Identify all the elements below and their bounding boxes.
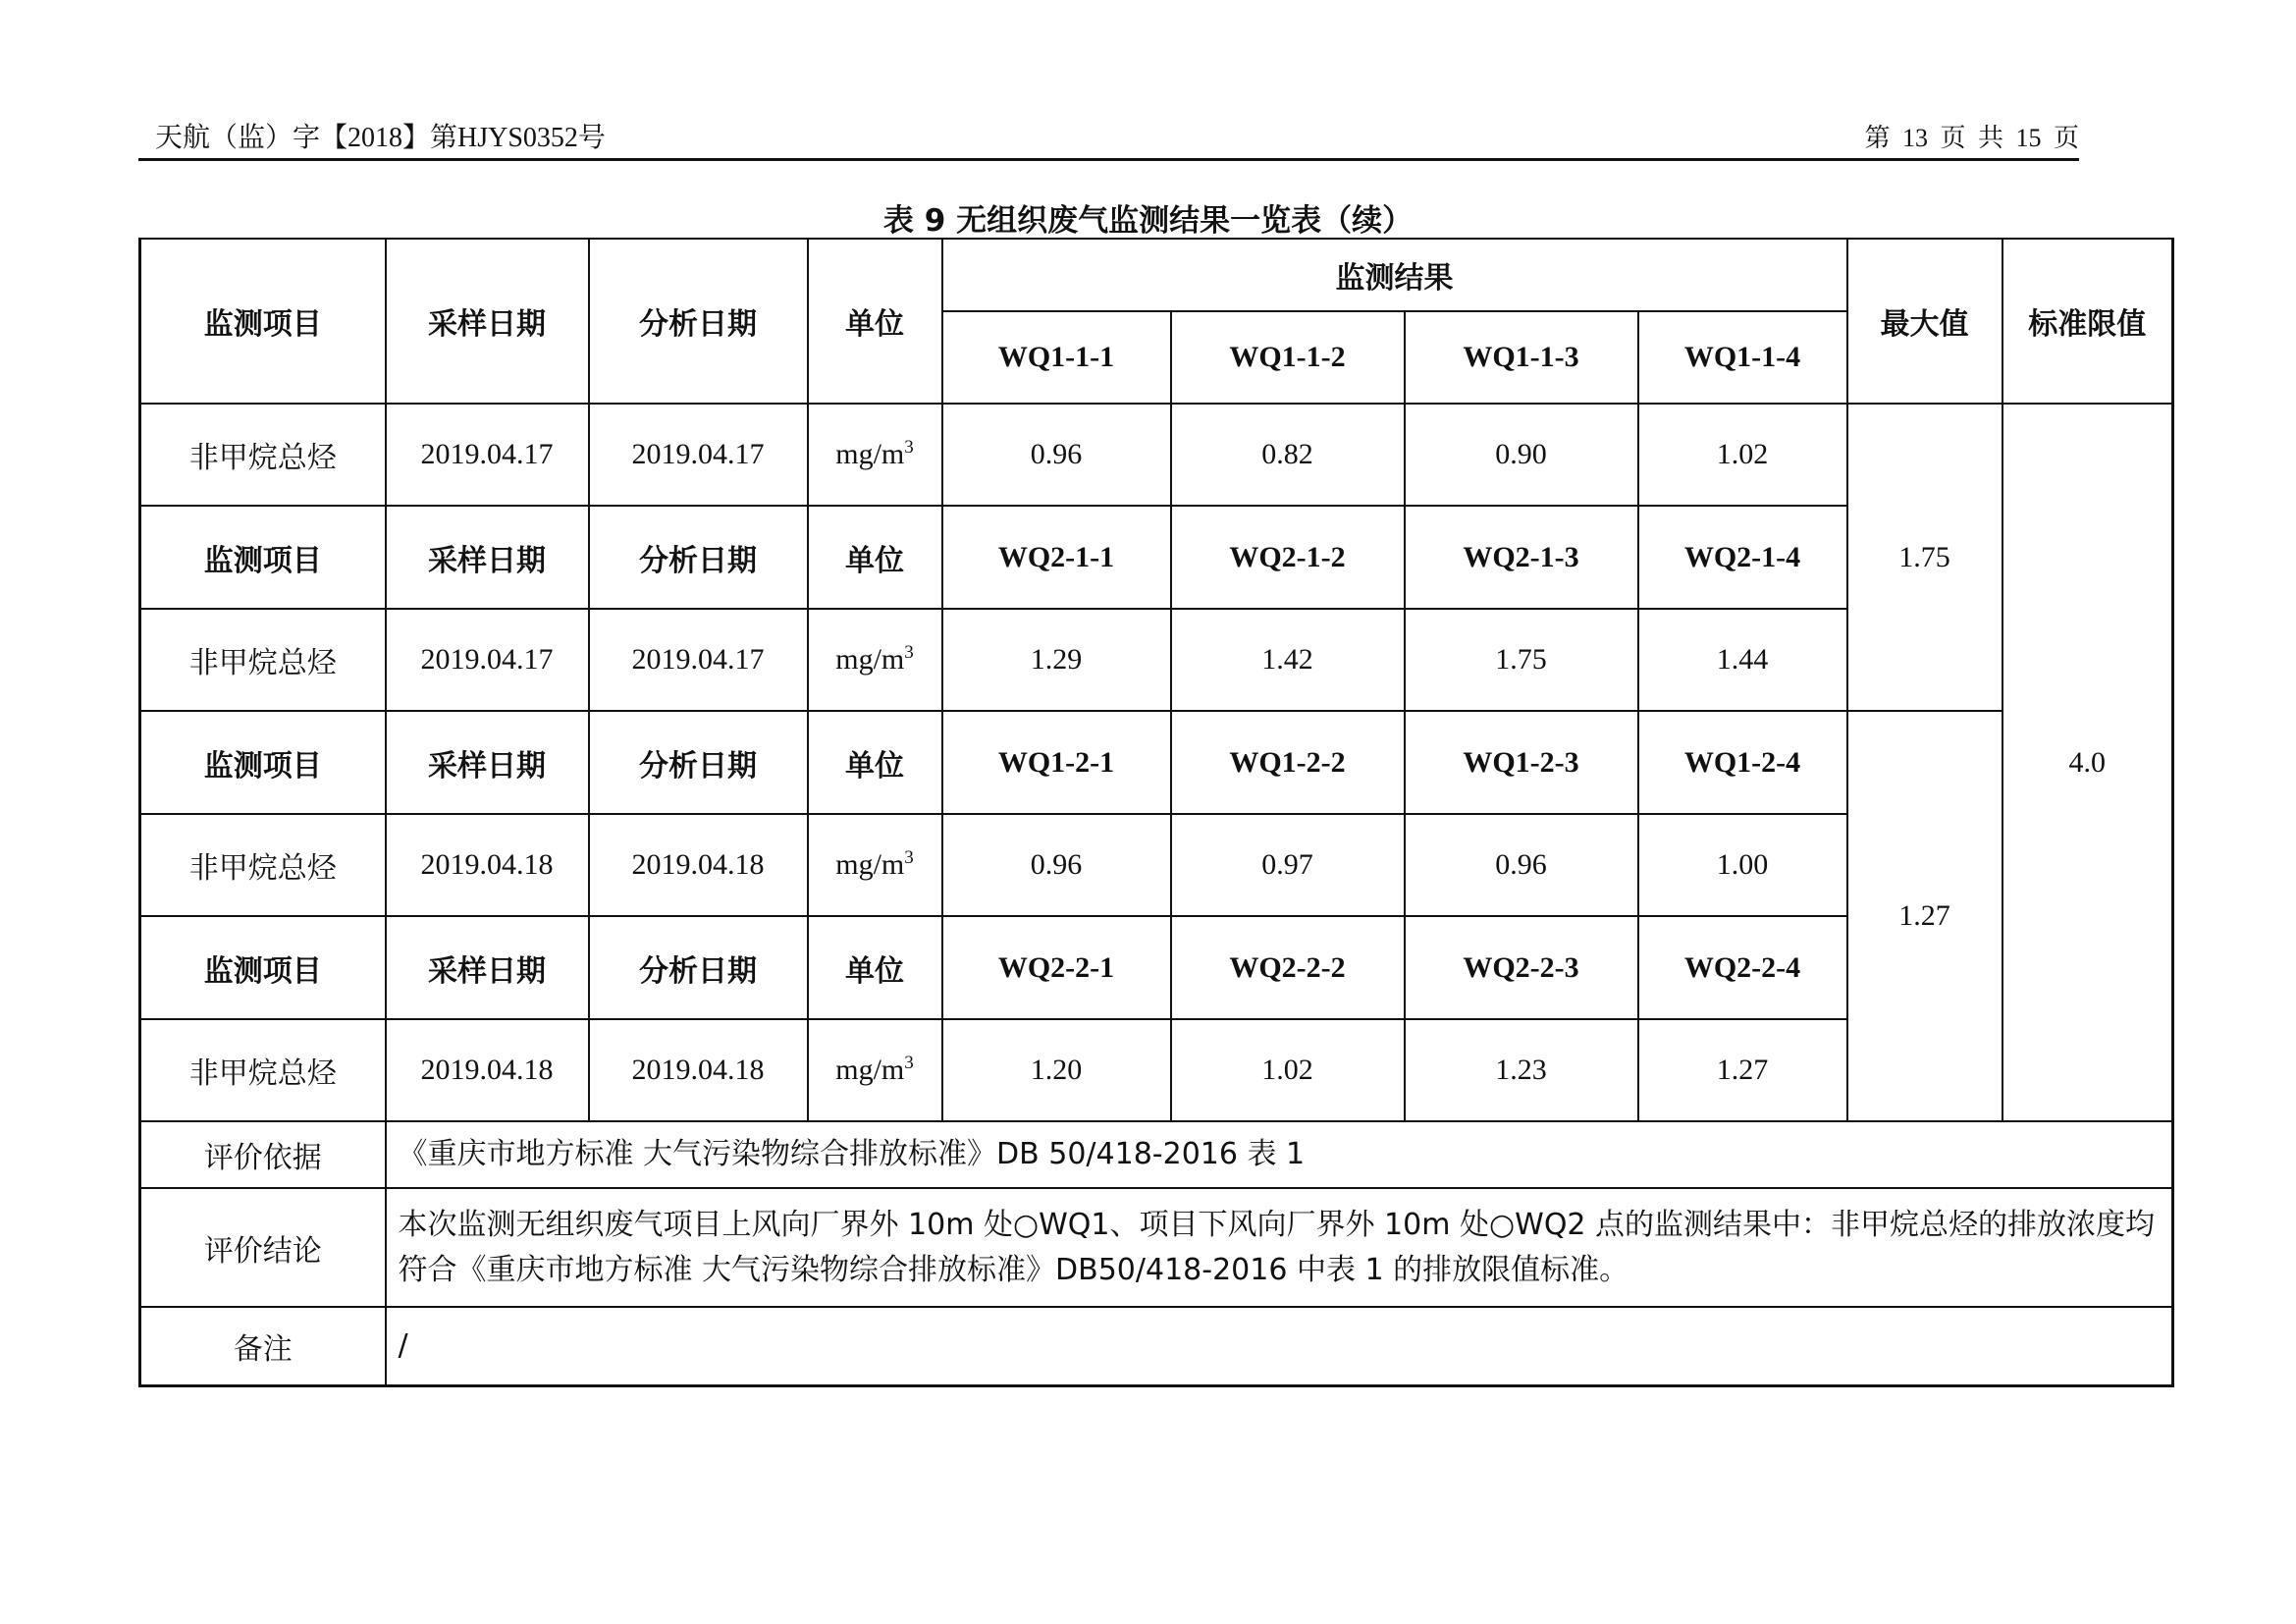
- sample-date: 2019.04.18: [386, 814, 589, 916]
- point-code: WQ2-1-2: [1171, 506, 1405, 609]
- header-unit: 单位: [808, 239, 942, 404]
- evaluation-conclusion-text: 本次监测无组织废气项目上风向厂界外 10m 处○WQ1、项目下风向厂界外 10m 处○WQ2 点的监测结果中：非甲烷总烃的排放浓度均符合《重庆市地方标准 大气污染物综合排放标准》DB50/418-2016 中表 1 的排放限值标准。: [386, 1188, 2173, 1307]
- point-code: WQ2-1-4: [1638, 506, 1847, 609]
- point-code: WQ1-1-4: [1638, 311, 1847, 404]
- result-value: 0.96: [1405, 814, 1638, 916]
- evaluation-basis-label: 评价依据: [140, 1121, 386, 1188]
- remark-text: /: [386, 1307, 2173, 1385]
- point-code: WQ1-2-3: [1405, 711, 1638, 814]
- point-code: WQ2-1-3: [1405, 506, 1638, 609]
- result-value: 1.27: [1638, 1019, 1847, 1121]
- standard-limit: 4.0: [2002, 404, 2173, 1121]
- point-code: WQ2-2-3: [1405, 916, 1638, 1019]
- header-sample-date: 采样日期: [386, 711, 589, 814]
- analysis-date: 2019.04.18: [589, 814, 808, 916]
- item-name: 非甲烷总烃: [140, 609, 386, 711]
- result-value: 1.02: [1171, 1019, 1405, 1121]
- page-info: 第 13 页 共 15 页: [1864, 124, 2079, 152]
- result-value: 1.00: [1638, 814, 1847, 916]
- analysis-date: 2019.04.17: [589, 609, 808, 711]
- table-header-row: [140, 239, 2173, 311]
- header-unit: 单位: [808, 506, 942, 609]
- point-code: WQ2-2-1: [942, 916, 1171, 1019]
- unit-base: mg/m: [835, 438, 905, 470]
- evaluation-basis-text: 《重庆市地方标准 大气污染物综合排放标准》DB 50/418-2016 表 1: [386, 1121, 2173, 1188]
- table-row: [140, 404, 2173, 506]
- header-limit: 标准限值: [2002, 239, 2173, 404]
- header-item: 监测项目: [140, 916, 386, 1019]
- result-value: 1.02: [1638, 404, 1847, 506]
- analysis-date: 2019.04.17: [589, 404, 808, 506]
- header-max: 最大值: [1847, 239, 2002, 404]
- header-item: 监测项目: [140, 506, 386, 609]
- item-name: 非甲烷总烃: [140, 814, 386, 916]
- unit-cell: [808, 814, 942, 916]
- header-item: 监测项目: [140, 711, 386, 814]
- header-sample-date: 采样日期: [386, 916, 589, 1019]
- header-item: 监测项目: [140, 239, 386, 404]
- unit-exponent: 3: [904, 642, 914, 663]
- sample-date: 2019.04.17: [386, 404, 589, 506]
- header-analysis-date: 分析日期: [589, 916, 808, 1019]
- header-unit: 单位: [808, 916, 942, 1019]
- result-value: 1.75: [1405, 609, 1638, 711]
- table-title: 表 9 无组织废气监测结果一览表（续）: [882, 203, 1414, 239]
- header-sample-date: 采样日期: [386, 239, 589, 404]
- remark-row: [140, 1307, 2173, 1385]
- point-code: WQ1-1-1: [942, 311, 1171, 404]
- point-code: WQ1-2-1: [942, 711, 1171, 814]
- remark-label: 备注: [140, 1307, 386, 1385]
- item-name: 非甲烷总烃: [140, 1019, 386, 1121]
- max-value: 1.75: [1847, 404, 2002, 711]
- result-value: 0.96: [942, 814, 1171, 916]
- evaluation-basis-row: [140, 1121, 2173, 1188]
- header-sample-date: 采样日期: [386, 506, 589, 609]
- result-value: 0.90: [1405, 404, 1638, 506]
- header-analysis-date: 分析日期: [589, 506, 808, 609]
- evaluation-conclusion-label: 评价结论: [140, 1188, 386, 1307]
- table-subheader-row: [140, 711, 2173, 814]
- result-value: 0.82: [1171, 404, 1405, 506]
- monitoring-results-table: [138, 238, 2174, 1387]
- result-value: 0.96: [942, 404, 1171, 506]
- unit-cell: [808, 404, 942, 506]
- sample-date: 2019.04.17: [386, 609, 589, 711]
- item-name: 非甲烷总烃: [140, 404, 386, 506]
- header-analysis-date: 分析日期: [589, 239, 808, 404]
- result-value: 1.20: [942, 1019, 1171, 1121]
- result-value: 1.23: [1405, 1019, 1638, 1121]
- point-code: WQ2-2-4: [1638, 916, 1847, 1019]
- point-code: WQ1-2-2: [1171, 711, 1405, 814]
- unit-base: mg/m: [835, 848, 905, 881]
- point-code: WQ2-1-1: [942, 506, 1171, 609]
- unit-base: mg/m: [835, 643, 905, 676]
- result-value: 1.42: [1171, 609, 1405, 711]
- result-value: 0.97: [1171, 814, 1405, 916]
- header-unit: 单位: [808, 711, 942, 814]
- result-value: 1.44: [1638, 609, 1847, 711]
- unit-cell: [808, 1019, 942, 1121]
- unit-base: mg/m: [835, 1054, 905, 1086]
- document-number: 天航（监）字【2018】第HJYS0352号: [155, 123, 606, 153]
- analysis-date: 2019.04.18: [589, 1019, 808, 1121]
- point-code: WQ2-2-2: [1171, 916, 1405, 1019]
- unit-cell: [808, 609, 942, 711]
- header-analysis-date: 分析日期: [589, 711, 808, 814]
- sample-date: 2019.04.18: [386, 1019, 589, 1121]
- result-value: 1.29: [942, 609, 1171, 711]
- header-results: 监测结果: [942, 239, 1847, 311]
- point-code: WQ1-2-4: [1638, 711, 1847, 814]
- header-divider: [138, 158, 2079, 161]
- unit-exponent: 3: [904, 1053, 914, 1073]
- evaluation-conclusion-row: [140, 1188, 2173, 1307]
- unit-exponent: 3: [904, 847, 914, 868]
- unit-exponent: 3: [904, 437, 914, 458]
- max-value: 1.27: [1847, 711, 2002, 1121]
- point-code: WQ1-1-2: [1171, 311, 1405, 404]
- point-code: WQ1-1-3: [1405, 311, 1638, 404]
